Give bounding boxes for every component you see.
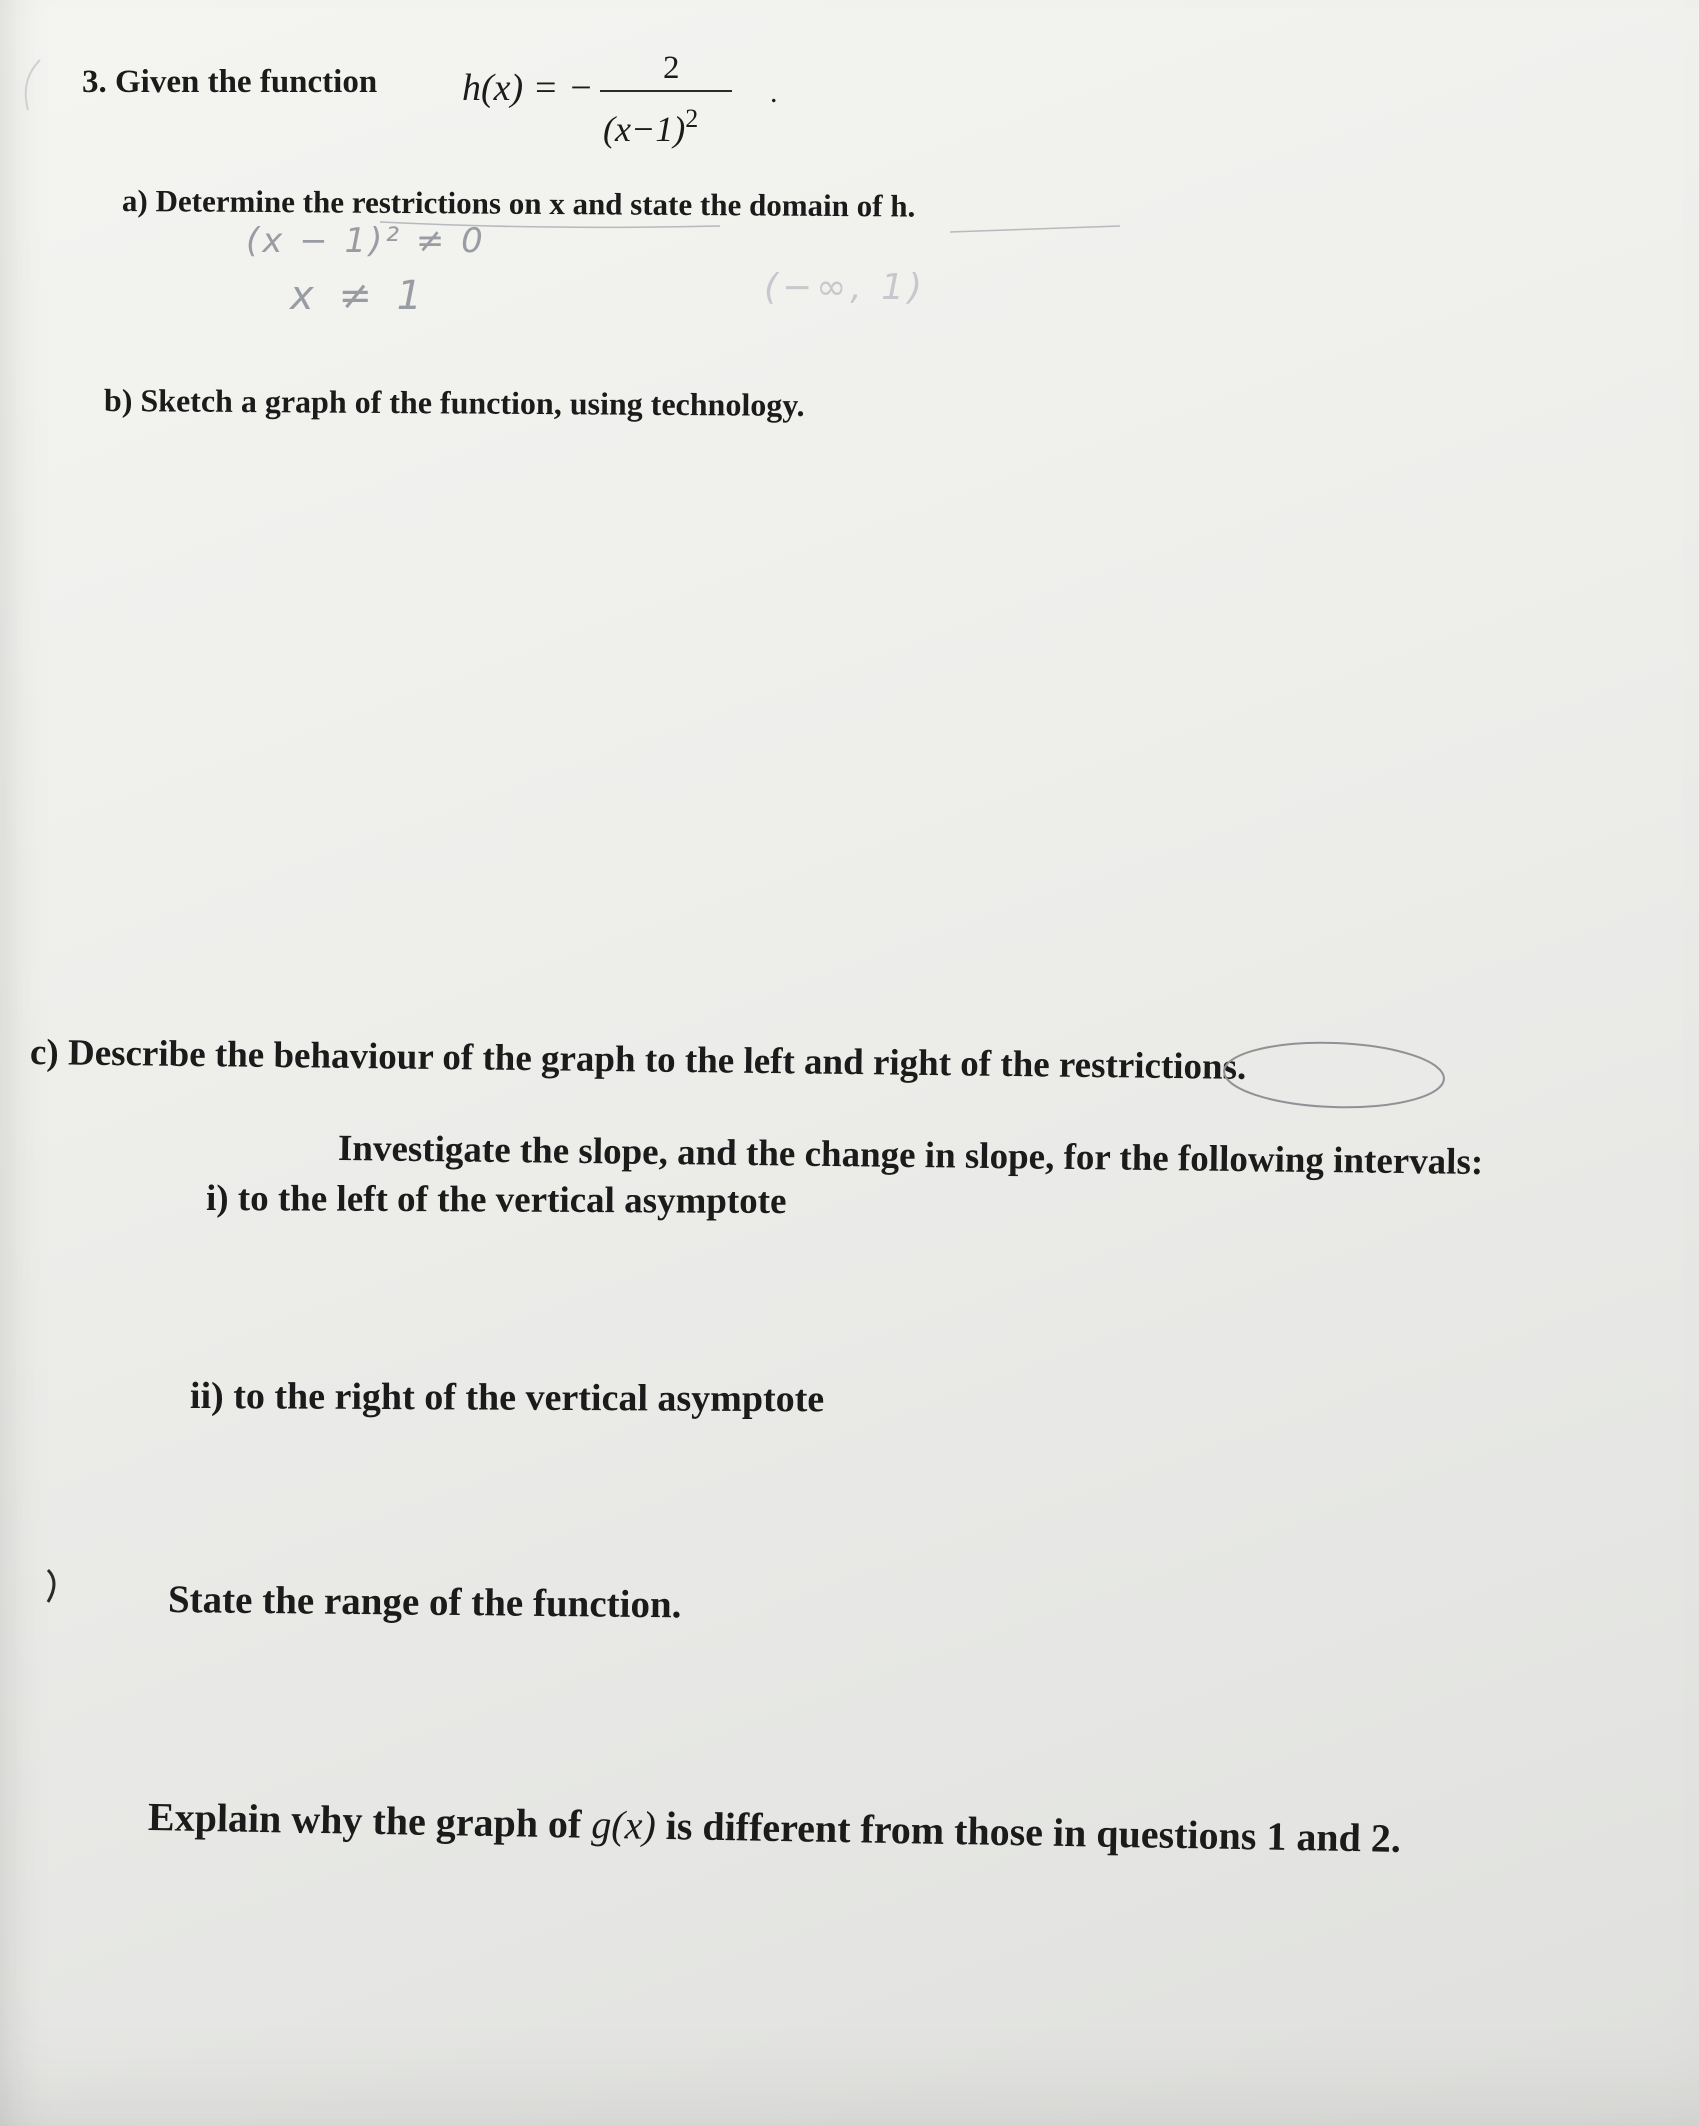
function-lhs: h(x) = − xyxy=(462,67,594,109)
corner-curl-mark xyxy=(26,60,40,110)
handwritten-work-line-2: x ≠ 1 xyxy=(290,273,429,319)
part-d-bracket-mark xyxy=(48,1570,54,1602)
restrictions-circle xyxy=(1223,1039,1445,1111)
function-period: . xyxy=(770,76,778,109)
fraction-bar xyxy=(600,90,732,92)
underline-mark-2 xyxy=(950,226,1120,232)
part-c-interval-i: i) to the left of the vertical asymptote xyxy=(205,1178,787,1223)
handwritten-work-line-1: (x − 1)² ≠ 0 xyxy=(246,221,486,261)
part-b-prompt: b) Sketch a graph of the function, using technology. xyxy=(103,382,805,423)
part-c-investigate: Investigate the slope, and the change in slope, for the following intervals: xyxy=(337,1128,1484,1183)
handwritten-faded-domain: (−∞, 1) xyxy=(764,267,927,308)
part-c-interval-ii: ii) to the right of the vertical asymptote xyxy=(189,1375,825,1421)
function-denominator: $(x-1)^2$ xyxy=(603,104,699,149)
function-numerator: 2 xyxy=(663,50,680,86)
question-intro: 3. Given the function xyxy=(82,64,378,100)
part-e-prompt: Explain why the graph of g(x) is different from those in questions 1 and 2. xyxy=(147,1794,1402,1861)
part-d-prompt: State the range of the function. xyxy=(167,1578,682,1627)
part-c-prompt: c) Describe the behaviour of the graph to the left and right of the restrictions. xyxy=(29,1032,1247,1088)
part-a-prompt: a) Determine the restrictions on x and state the domain of h. xyxy=(121,183,916,224)
